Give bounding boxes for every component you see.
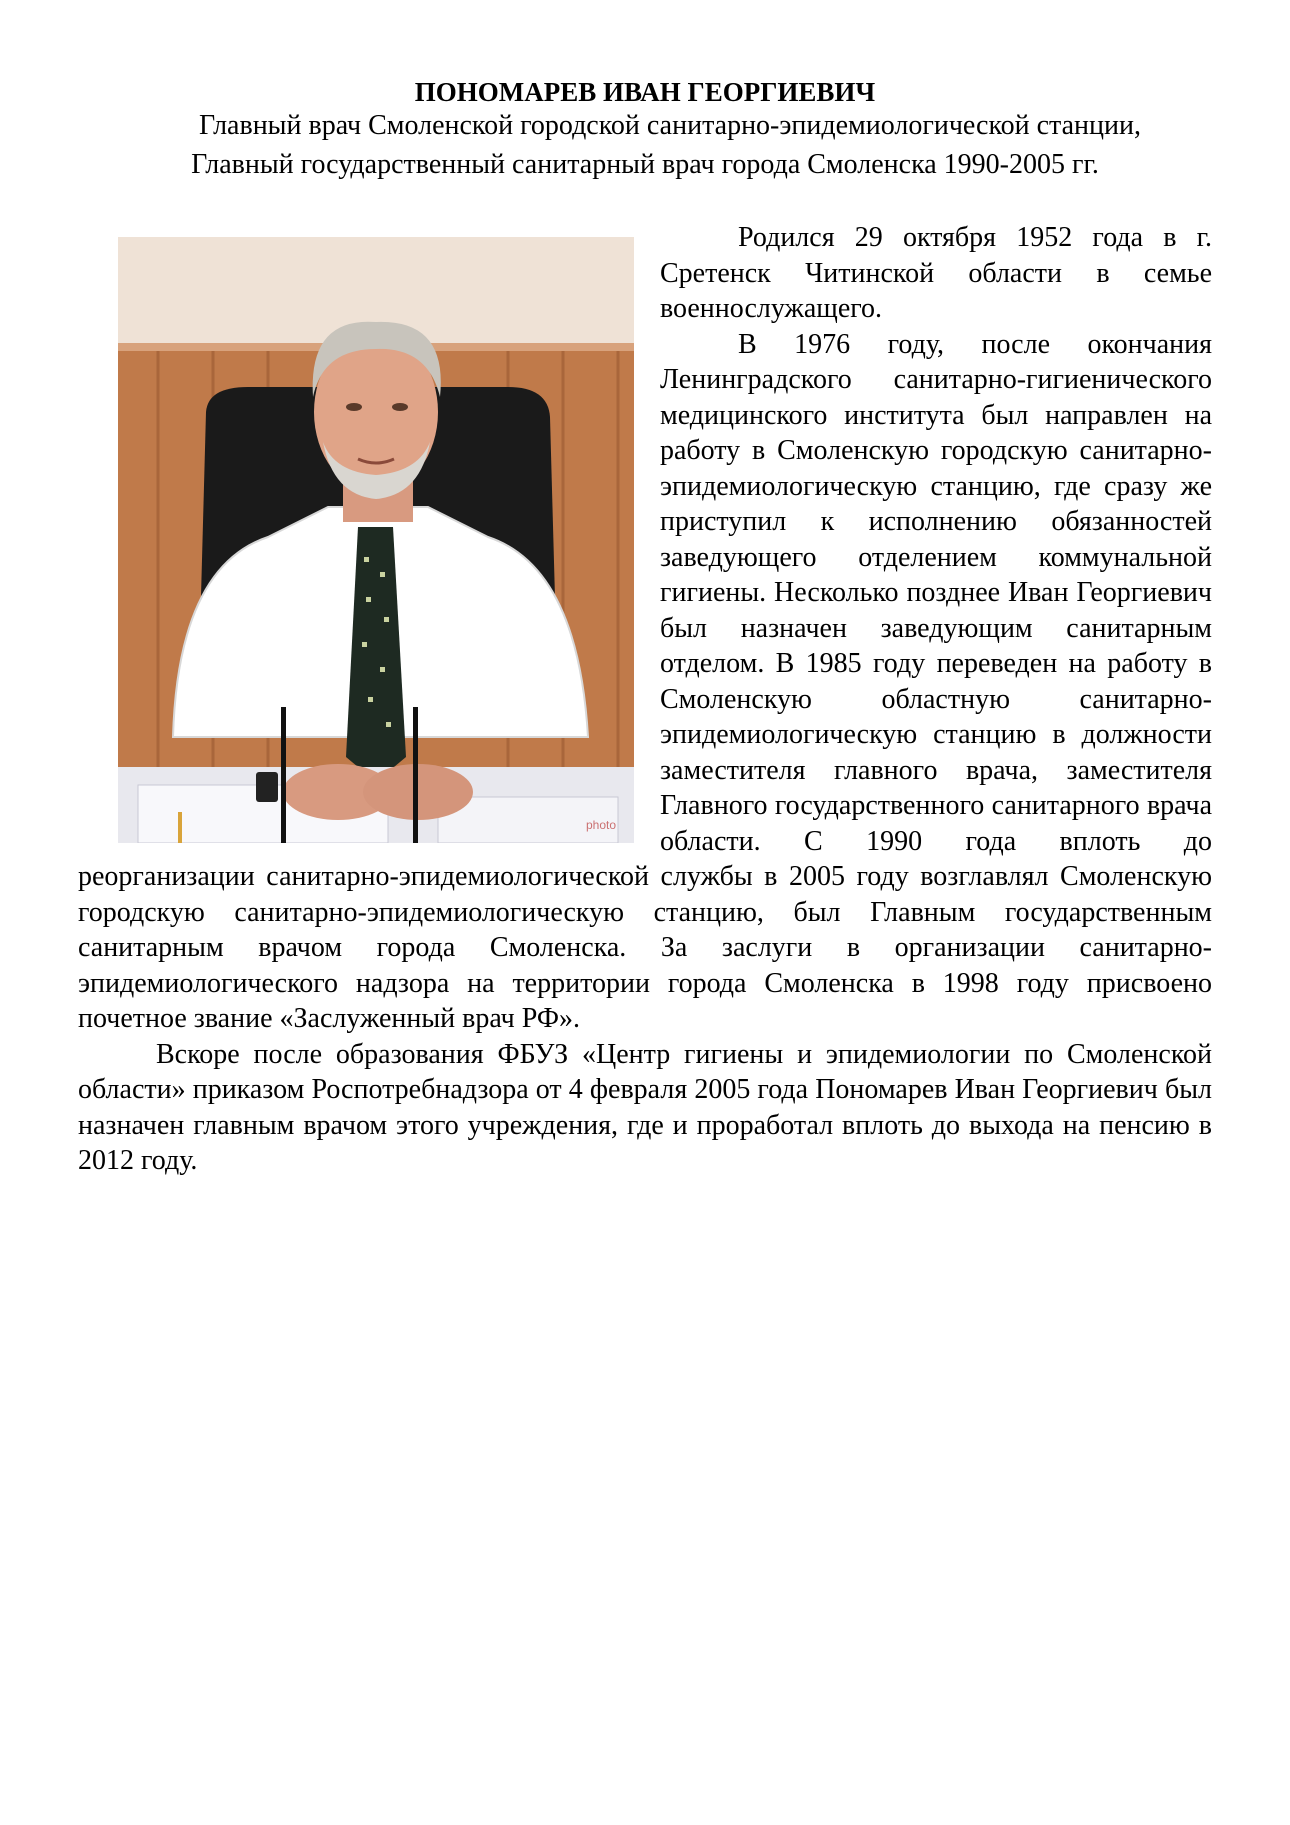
biography-paragraph-1: Родился 29 октября 1952 года в г. Сретенск Читинской области в семье военнослужащего.	[660, 222, 1212, 324]
position-subtitle-line1: Главный врач Смоленской городской санитарно-эпидемиологической станции,	[198, 110, 1141, 141]
biography-paragraph-3: Вскоре после образования ФБУЗ «Центр гигиены и эпидемиологии по Смоленской области» приказом Роспотребнадзора от 4 февраля 2005 года Пономарев Иван Георгиевич был назначен главным врачом этого учреждения, где и проработал вплоть до выхода на пенсию в 2012 году.	[78, 1038, 1212, 1176]
portrait-photo	[118, 237, 634, 843]
biography-paragraph-2: В 1976 году, после окончания Ленинградского санитарно-гигиенического медицинского института был направлен на работу в Смоленскую городскую санитарно-эпидемиологическую станцию, где сразу же приступил к исполнению обязанностей заведующего отделением коммунальной гигиены. Несколько позднее Иван Георгиевич был назначен заведующим санитарным отделом. В 1985 году переведен на работу в Смоленскую областную санитарно-эпидемиологическую станцию в должности заместителя главного врача, заместителя Главного государственного санитарного врача области. С 1990 года вплоть до реорганизации санитарно-эпидемиологической службы в 2005 году возглавлял Смоленскую городскую санитарно-эпидемиологическую станцию, был Главным государственным санитарным врачом города Смоленска. За заслуги в организации санитарно-эпидемиологического надзора на территории города Смоленска в 1998 году присвоено почетное звание «Заслуженный врач РФ».	[78, 328, 1212, 1034]
portrait-photo-image	[118, 237, 634, 843]
photo-watermark: photo	[586, 818, 617, 832]
biography-text	[78, 220, 1212, 1179]
position-subtitle-line2: Главный государственный санитарный врач города Смоленска 1990-2005 гг.	[191, 149, 1099, 180]
person-name-heading: ПОНОМАРЕВ ИВАН ГЕОРГИЕВИЧ	[414, 77, 876, 107]
